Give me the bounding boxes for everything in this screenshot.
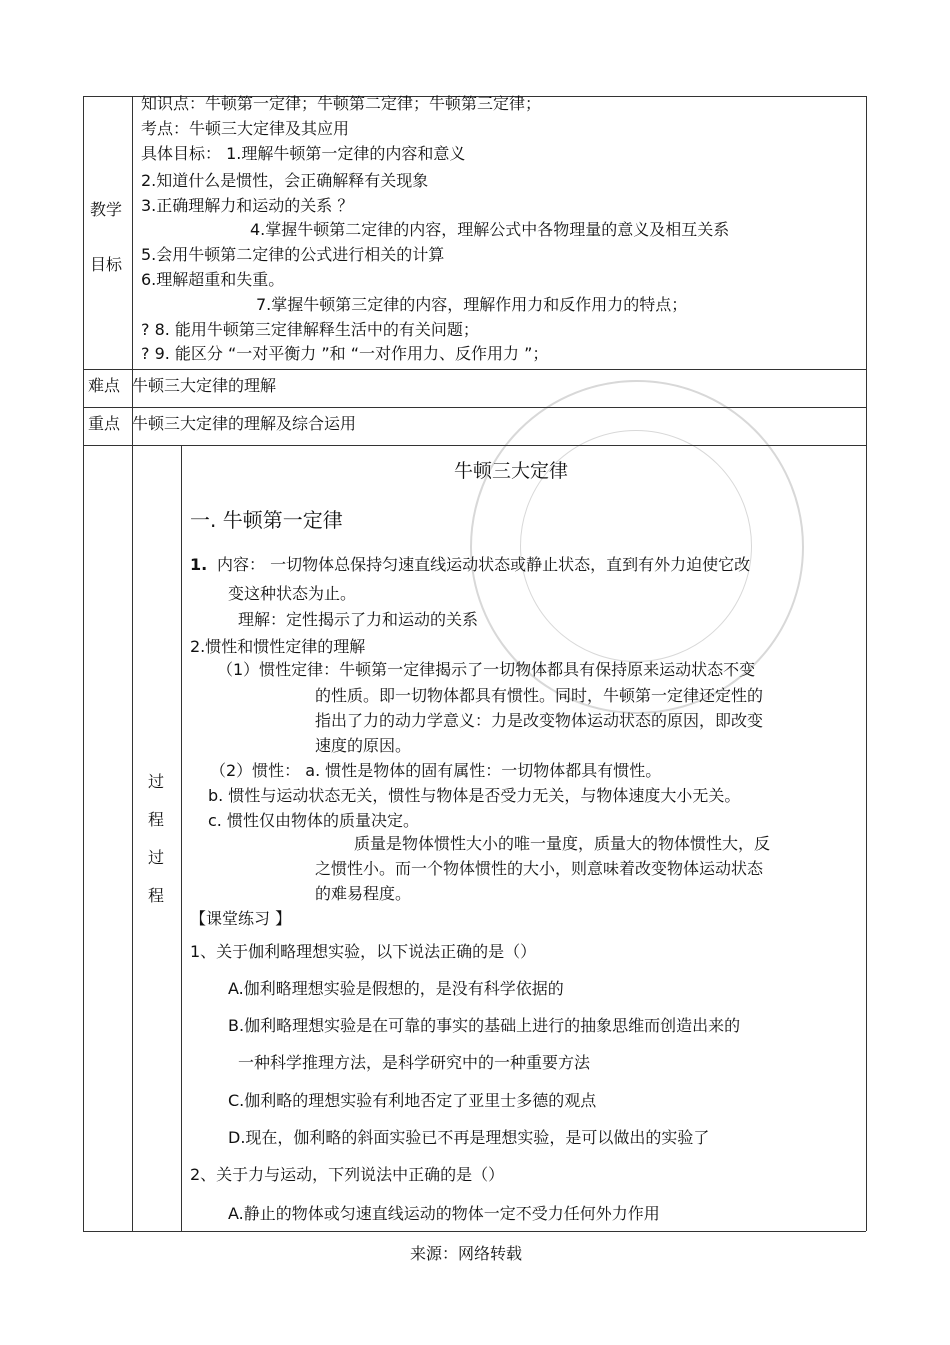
- objective-line: 知识点：牛顿第一定律；牛顿第二定律；牛顿第三定律；: [141, 94, 542, 113]
- paragraph-line: 的性质。即一切物体都具有惯性。同时，牛顿第一定律还定性的: [315, 686, 764, 705]
- item-note: 理解：定性揭示了力和运动的关系: [238, 610, 479, 629]
- question-option: D.现在，伽利略的斜面实验已不再是理想实验，是可以做出的实验了: [228, 1128, 710, 1147]
- question-option: 一种科学推理方法，是科学研究中的一种重要方法: [238, 1053, 591, 1072]
- paragraph-line: （1）惯性定律：牛顿第一定律揭示了一切物体都具有保持原来运动状态不变: [217, 660, 756, 679]
- objective-line: 3.正确理解力和运动的关系 ？: [141, 196, 354, 215]
- objective-line: 考点：牛顿三大定律及其应用: [141, 119, 350, 138]
- item-number: 1.: [190, 555, 208, 574]
- paragraph-line: 指出了力的动力学意义：力是改变物体运动状态的原因，即改变: [315, 711, 764, 730]
- paragraph-line: （2）惯性： a. 惯性是物体的固有属性：一切物体都具有惯性。: [210, 761, 662, 780]
- paragraph-line: 的难易程度。: [315, 884, 412, 903]
- source-footer: 来源：网络转载: [410, 1244, 523, 1263]
- question-option: C.伽利略的理想实验有利地否定了亚里士多德的观点: [228, 1091, 597, 1110]
- objective-line: 6.理解超重和失重。: [141, 270, 285, 289]
- table-border-left: [83, 96, 84, 1231]
- paragraph-line: 速度的原因。: [315, 736, 412, 755]
- objective-line: 具体目标： 1.理解牛顿第一定律的内容和意义: [141, 144, 466, 163]
- section-heading: 一. 牛顿第一定律: [190, 508, 343, 532]
- item-text: 变这种状态为止。: [228, 584, 357, 603]
- question-option: B.伽利略理想实验是在可靠的事实的基础上进行的抽象思维而创造出来的: [228, 1016, 741, 1035]
- key-point-label: 重点: [88, 414, 121, 433]
- row-divider-objectives: [83, 369, 866, 370]
- question-option: A.伽利略理想实验是假想的，是没有科学依据的: [228, 979, 564, 998]
- question-stem: 1、关于伽利略理想实验，以下说法正确的是（）: [190, 942, 537, 961]
- key-point-text: 牛顿三大定律的理解及综合运用: [132, 414, 357, 433]
- objective-line: 4.掌握牛顿第二定律的内容，理解公式中各物理量的意义及相互关系: [250, 220, 730, 239]
- label-column-divider: [132, 96, 133, 1231]
- row-divider-difficulty: [83, 407, 866, 408]
- question-stem: 2、关于力与运动，下列说法中正确的是（）: [190, 1165, 505, 1184]
- content-title: 牛顿三大定律: [454, 460, 569, 482]
- objective-line: 2.知道什么是惯性，会正确解释有关现象: [141, 171, 429, 190]
- process-column-divider: [181, 445, 182, 1231]
- objective-line: ? 8. 能用牛顿第三定律解释生活中的有关问题；: [141, 320, 479, 339]
- practice-header: 【课堂练习 】: [190, 909, 292, 928]
- objectives-label-1: 教学: [90, 200, 123, 219]
- question-option: A.静止的物体或匀速直线运动的物体一定不受力任何外力作用: [228, 1204, 660, 1223]
- process-label-char: 程: [148, 810, 165, 829]
- objective-line: ? 9. 能区分 “一对平衡力 ”和 “一对作用力、反作用力 ”；: [141, 344, 549, 363]
- subsection-heading: 2.惯性和惯性定律的理解: [190, 637, 366, 656]
- table-border-bottom: [83, 1231, 866, 1232]
- process-label-char: 过: [148, 848, 165, 867]
- difficulty-label: 难点: [88, 376, 121, 395]
- process-label-char: 过: [148, 772, 165, 791]
- objectives-label-2: 目标: [90, 255, 123, 274]
- difficulty-text: 牛顿三大定律的理解: [132, 376, 277, 395]
- paragraph-line: 之惯性小。而一个物体惯性的大小，则意味着改变物体运动状态: [315, 859, 764, 878]
- paragraph-line: c. 惯性仅由物体的质量决定。: [208, 811, 419, 830]
- process-label-char: 程: [148, 886, 165, 905]
- table-border-right: [866, 96, 867, 1231]
- item-text: 内容： 一切物体总保持匀速直线运动状态或静止状态，直到有外力迫使它改: [217, 555, 751, 574]
- objective-line: 5.会用牛顿第二定律的公式进行相关的计算: [141, 245, 445, 264]
- paragraph-line: 质量是物体惯性大小的唯一量度，质量大的物体惯性大，反: [354, 834, 771, 853]
- row-divider-keypoint: [83, 445, 866, 446]
- objective-line: 7.掌握牛顿第三定律的内容，理解作用力和反作用力的特点；: [256, 295, 688, 314]
- paragraph-line: b. 惯性与运动状态无关，惯性与物体是否受力无关，与物体速度大小无关。: [208, 786, 741, 805]
